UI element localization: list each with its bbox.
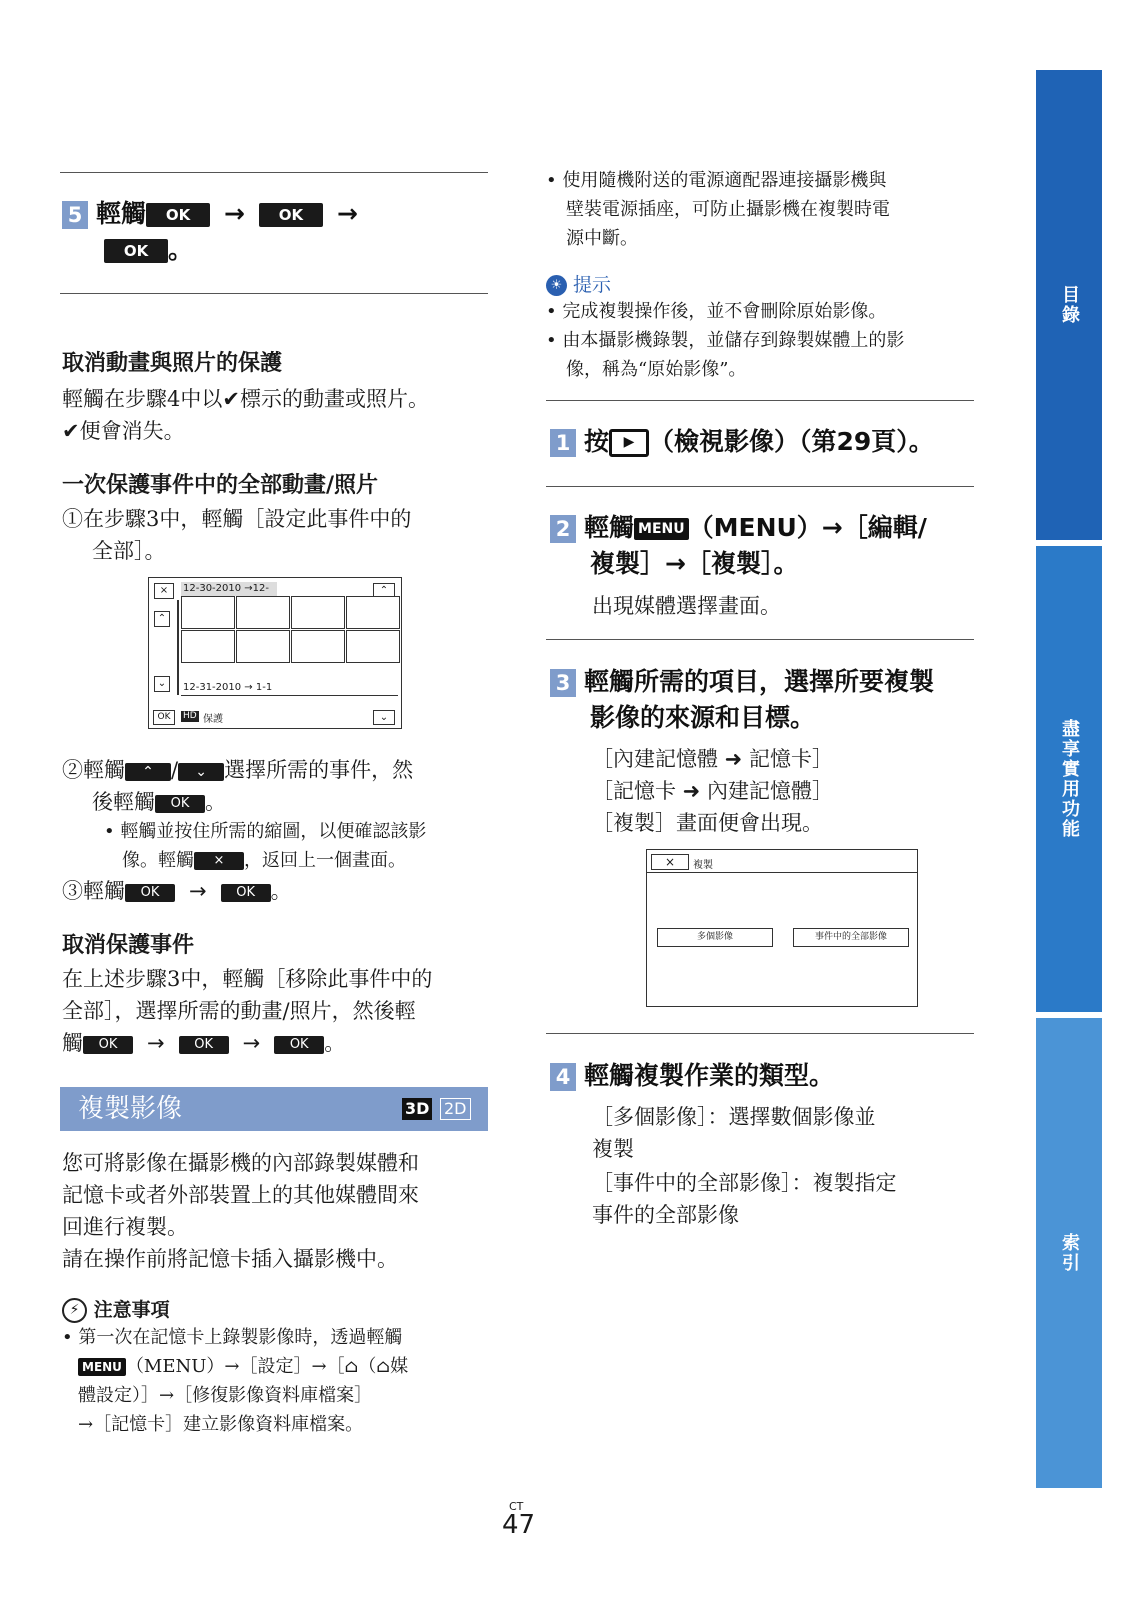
thumbnail[interactable] <box>181 630 235 663</box>
divider <box>546 639 974 640</box>
cancel-protect-title: 取消動畫與照片的保護 <box>62 351 283 376</box>
scroll-up-icon[interactable]: ⌃ <box>373 583 395 599</box>
media-icon: ⌂ <box>376 1356 391 1377</box>
step-2-heading-cont: 複製］→［複製］。 <box>590 549 799 578</box>
prev-icon[interactable]: ⌃ <box>154 611 170 627</box>
protect-event-item1: ①在步驟3中，輕觸［設定此事件中的 <box>62 507 412 531</box>
2d-badge: 2D <box>440 1098 471 1120</box>
protect-event-item2-cont: 後輕觸 OK 。 <box>92 790 226 814</box>
divider <box>546 1033 974 1034</box>
ok-button[interactable]: OK <box>104 239 168 263</box>
caution-line4: →［記憶卡］建立影像資料庫檔案。 <box>78 1414 364 1435</box>
cancel-protect-line1: 輕觸在步驟4中以✔標示的動畫或照片。 <box>62 387 429 411</box>
protect-event-bullet-cont: 像。輕觸 × ，返回上一個畫面。 <box>122 850 406 871</box>
protect-event-item1-cont: 全部］。 <box>92 539 166 563</box>
media-icon: ⌂ <box>344 1356 359 1377</box>
tip-line: • 完成複製操作後，並不會刪除原始影像。 <box>546 301 887 322</box>
step-4-desc: 複製 <box>592 1137 634 1161</box>
step-3-option: ［記憶卡 ➜ 內建記憶體］ <box>592 779 833 803</box>
tab-toc[interactable]: 目錄 <box>1036 70 1102 540</box>
close-icon[interactable]: × <box>154 583 174 599</box>
step-3-option: ［內建記憶體 ➜ 記憶卡］ <box>592 747 833 771</box>
step-4-desc: ［多個影像］：選擇數個影像並 <box>592 1105 876 1129</box>
scroll-up-button[interactable]: ⌃ <box>125 763 171 781</box>
intro-line: 記憶卡或者外部裝置上的其他媒體間來 <box>62 1183 419 1207</box>
caution-line2: MENU （MENU）→［設定］→［⌂（⌂媒 <box>78 1352 408 1381</box>
thumbnail[interactable] <box>236 596 290 629</box>
hd-icon: HD <box>183 711 197 721</box>
caution-line1: • 第一次在記憶卡上錄製影像時，透過輕觸 <box>62 1327 403 1348</box>
adapter-note: 源中斷。 <box>566 228 638 249</box>
copy-screen <box>646 849 918 1007</box>
step-5-heading-cont: OK 。 <box>104 232 193 268</box>
step-2-result: 出現媒體選擇畫面。 <box>592 594 781 618</box>
all-in-event-button[interactable]: 事件中的全部影像 <box>793 928 909 947</box>
step-1-heading: 1 按 ▶ （檢視影像）（第29頁）。 <box>550 424 934 460</box>
adapter-note: • 使用隨機附送的電源適配器連接攝影機與 <box>546 170 887 191</box>
protect-event-item2: ②輕觸 ⌃ / ⌄ 選擇所需的事件，然 <box>62 758 414 782</box>
tab-index[interactable]: 索引 <box>1036 1018 1102 1488</box>
protect-label: 保護 <box>203 714 223 725</box>
tips-heading: ☀ 提示 <box>546 270 611 297</box>
ok-button[interactable]: OK <box>179 1036 229 1054</box>
cancel-event-line2: 全部］，選擇所需的動畫/照片，然後輕 <box>62 999 416 1023</box>
thumbnail[interactable] <box>181 596 235 629</box>
ok-button[interactable]: OK <box>153 710 175 725</box>
cancel-event-line1: 在上述步驟3中，輕觸［移除此事件中的 <box>62 967 433 991</box>
thumbnail[interactable] <box>236 630 290 663</box>
step-2-heading: 2 輕觸 MENU （MENU）→［編輯/ <box>550 510 927 546</box>
ok-button[interactable]: OK <box>83 1036 133 1054</box>
scroll-down-icon[interactable]: ⌄ <box>373 710 395 725</box>
menu-button-icon: MENU <box>634 518 689 540</box>
step-5-heading: 5 輕觸 OK → OK → <box>62 196 372 232</box>
step-3-heading-cont: 影像的來源和目標。 <box>590 703 816 732</box>
ok-button[interactable]: OK <box>155 795 205 813</box>
thumbnail[interactable] <box>346 596 400 629</box>
cancel-protect-line2: ✔便會消失。 <box>62 419 185 443</box>
step-4-desc: 事件的全部影像 <box>592 1203 739 1227</box>
intro-line: 您可將影像在攝影機的內部錄製媒體和 <box>62 1151 419 1175</box>
caution-line3: 體設定）］→［修復影像資料庫檔案］ <box>78 1385 373 1406</box>
multiple-images-button[interactable]: 多個影像 <box>657 928 773 947</box>
next-icon[interactable]: ⌄ <box>154 676 170 692</box>
event-range-label: 12-31-2010 → 1-1 <box>183 682 273 693</box>
step-3-result: ［複製］畫面便會出現。 <box>592 811 823 835</box>
ok-button[interactable]: OK <box>125 884 175 902</box>
divider <box>60 293 488 294</box>
ok-button[interactable]: OK <box>259 203 323 227</box>
thumbnail[interactable] <box>291 630 345 663</box>
thumbnail[interactable] <box>346 630 400 663</box>
event-protect-screen <box>148 577 402 729</box>
ok-button[interactable]: OK <box>146 203 210 227</box>
thumbnail[interactable] <box>291 596 345 629</box>
3d-badge: 3D <box>402 1098 432 1120</box>
divider <box>546 486 974 487</box>
screen-title: 複製 <box>693 860 713 871</box>
cancel-event-line3: 觸 OK → OK → OK 。 <box>62 1031 346 1055</box>
ok-button[interactable]: OK <box>221 884 271 902</box>
intro-line: 回進行複製。 <box>62 1215 188 1239</box>
step-number: 5 <box>62 201 88 229</box>
caution-heading: ⚡ 注意事項 <box>62 1295 170 1323</box>
tip-line: • 由本攝影機錄製，並儲存到錄製媒體上的影 <box>546 330 905 351</box>
event-range-label: 12-30-2010 →12- <box>181 582 277 596</box>
scroll-down-button[interactable]: ⌄ <box>178 763 224 781</box>
step-4-desc: ［事件中的全部影像］：複製指定 <box>592 1171 897 1195</box>
page-number: 47 <box>502 1510 536 1540</box>
close-button[interactable]: × <box>194 852 244 870</box>
protect-event-title: 一次保護事件中的全部動畫/照片 <box>62 473 379 498</box>
step-4-heading: 4 輕觸複製作業的類型。 <box>550 1058 834 1094</box>
tip-line: 像，稱為“原始影像”。 <box>566 359 747 380</box>
close-icon[interactable]: × <box>651 854 689 870</box>
menu-button-icon: MENU <box>78 1358 126 1376</box>
cancel-event-title: 取消保護事件 <box>62 933 195 958</box>
intro-line: 請在操作前將記憶卡插入攝影機中。 <box>62 1247 398 1271</box>
tab-features[interactable]: 盡享實用功能 <box>1036 546 1102 1012</box>
caution-icon: ⚡ <box>62 1298 87 1323</box>
page-locale: CT <box>509 1500 524 1513</box>
divider <box>546 400 974 401</box>
divider <box>60 172 488 173</box>
step-3-heading: 3 輕觸所需的項目，選擇所要複製 <box>550 664 934 700</box>
adapter-note: 壁裝電源插座，可防止攝影機在複製時電 <box>566 199 890 220</box>
copy-images-section-bar <box>60 1087 488 1131</box>
tip-icon: ☀ <box>546 275 567 296</box>
playback-icon: ▶ <box>609 429 649 457</box>
ok-button[interactable]: OK <box>274 1036 324 1054</box>
protect-event-item3: ③輕觸 OK → OK 。 <box>62 879 292 903</box>
section-title: 複製影像 <box>78 1094 183 1124</box>
protect-event-bullet: • 輕觸並按住所需的縮圖，以便確認該影 <box>104 821 427 842</box>
